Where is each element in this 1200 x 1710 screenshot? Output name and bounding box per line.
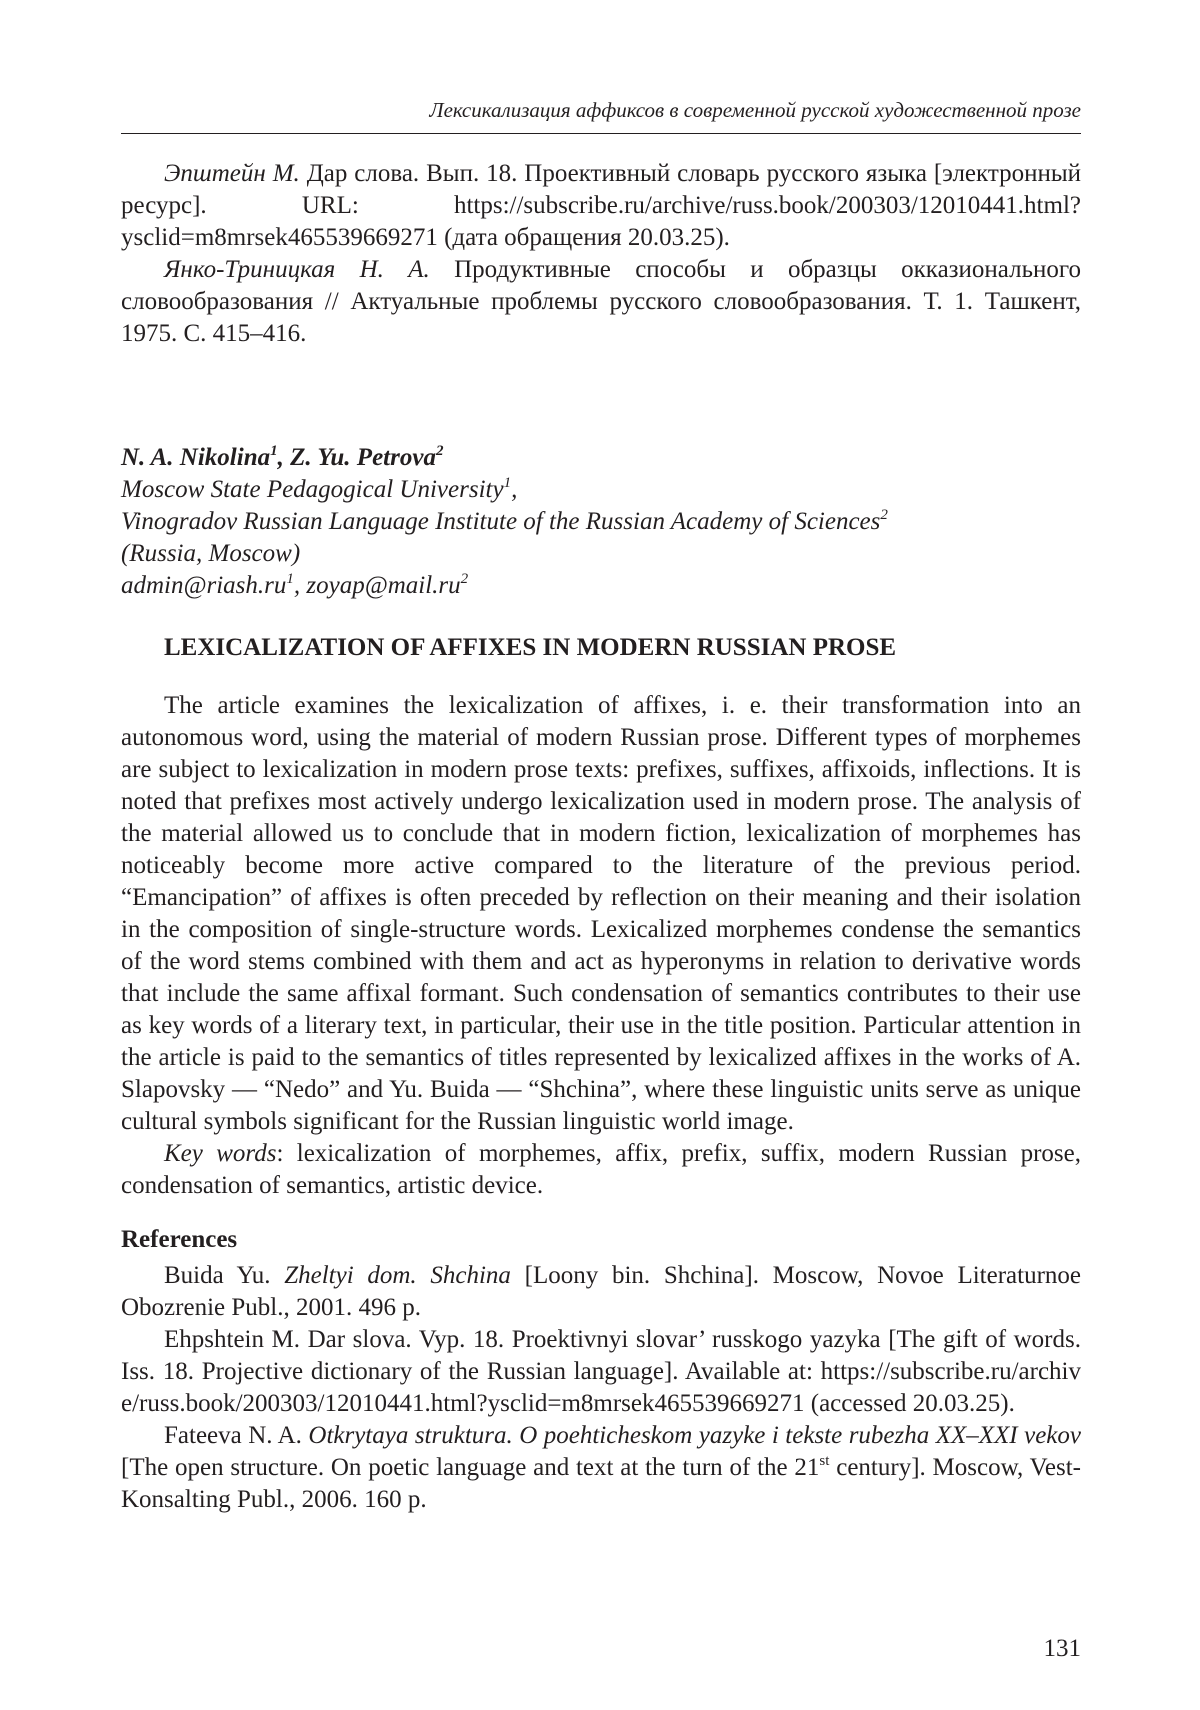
reference-title: Zheltyi dom. Shchina	[284, 1262, 511, 1289]
affiliation-location: (Russia, Moscow)	[121, 540, 301, 567]
email-2: zoyap@mail.ru	[306, 572, 461, 599]
reference-rest: [Loony bin. Shchina]. Moscow, Novoe Literaturnoe Obozrenie Publ., 2001. 496 p.	[121, 1262, 1082, 1321]
affiliation-2	[121, 506, 1081, 538]
keywords	[121, 1138, 1081, 1202]
author-1-sup: 1	[270, 442, 278, 459]
keywords-text: : lexicalization of morphemes, affix, prefix, suffix, modern Russian prose, condensation of semantics, artistic device.	[121, 1140, 1081, 1199]
header-rule	[121, 133, 1081, 134]
affiliation-2-sup: 2	[880, 506, 888, 523]
reference-fateeva	[121, 1420, 1081, 1516]
reference-text: Ehpshtein M. Dar slova. Vyp. 18. Proektivnyi slovar’ russkogo yazyka [The gift of words. Iss. 18. Projective dictionary of the Russian language]. Available at:	[121, 1326, 1081, 1385]
abstract: The article examines the lexicalization of affixes, i. e. their transformation into an autonomous word, using the material of modern Russian prose. Different types of morphemes are subject to lexicalization in modern prose texts: prefixes, suffixes, affixoids, inflections. It is noted that prefixes most actively undergo lexicalization used in modern prose. The analysis of the material allowed us to conclude that in modern fiction, lexicalization of morphemes has noticeably become more active compared to the literature of the previous period. “Emancipation” of affixes is often preceded by reflection on their meaning and their isolation in the composition of single-structure words. Lexicalized morphemes condense the semantics of the word stems combined with them and act as hyperonyms in relation to derivative words that include the same affixal formant. Such condensation of semantics contributes to their use as key words of a literary text, in particular, their use in the title position. Particular attention in the article is paid to the semantics of titles represented by lexicalized affixes in the works of A. Slapovsky — “Nedo” and Yu. Buida — “Shchina”, where these linguistic units serve as unique cultural symbols significant for the Russian linguistic world image.	[121, 692, 1081, 1135]
author-1: N. A. Nikolina	[121, 444, 271, 471]
authors	[121, 442, 1081, 474]
prev-reference-text: Продуктивные способы и образцы окказионального словообразования // Актуальные проблемы русского словообразования. Т. 1. Ташкент, 1975. С. 415–416.	[121, 256, 1081, 347]
prev-reference-author: Эпштейн М.	[164, 160, 300, 187]
reference-rest-2: century]. Moscow, Vest-Konsalting Publ., 2006. 160 p.	[121, 1454, 1081, 1513]
page-content	[121, 158, 1081, 1516]
prev-reference-text: Дар слова. Вып. 18. Проективный словарь русского языка [электронный ресурс]. URL: https://subscribe.ru/archive/russ.book/200303/12010441.html?ysclid=m8mrsek465539669271 (дата обращения 20.03.25).	[121, 160, 1081, 251]
email-2-sup: 2	[460, 570, 469, 587]
affiliation-2-text: Vinogradov Russian Language Institute of the Russian Academy of Sciences	[121, 508, 881, 535]
affiliation-1	[121, 474, 1081, 506]
reference-author: Fateeva N. A.	[164, 1422, 309, 1449]
running-head: Лексикализация аффиксов в современной русской художественной прозе	[429, 98, 1081, 122]
author-emails	[121, 570, 1081, 602]
reference-url: https://subscribe.ru/archive/russ.book/200303/12010441.html?ysclid=m8mrsek465539669271	[121, 1358, 1081, 1417]
reference-title: Otkrytaya struktura. O poehticheskom yazyke i tekste rubezha XX–XXI vekov	[308, 1422, 1081, 1449]
keywords-label: Key words	[164, 1140, 277, 1167]
author-2: Z. Yu. Petrova	[290, 444, 436, 471]
prev-reference-epshtein	[121, 158, 1081, 254]
email-1: admin@riash.ru	[121, 572, 287, 599]
reference-rest: [The open structure. On poetic language and text at the turn of the 21	[121, 1454, 820, 1481]
reference-tail: (accessed 20.03.25).	[804, 1390, 1015, 1417]
prev-reference-yanko	[121, 254, 1081, 350]
reference-buida	[121, 1260, 1081, 1324]
author-2-sup: 2	[435, 442, 444, 459]
references-heading: References	[121, 1226, 238, 1253]
affiliation-1-text: Moscow State Pedagogical University	[121, 476, 504, 503]
prev-reference-author: Янко-Триницкая Н. А.	[164, 256, 430, 283]
page-number: 131	[1043, 1635, 1081, 1662]
affiliation-1-tail: ,	[511, 476, 518, 503]
reference-author: Buida Yu.	[164, 1262, 285, 1289]
article-title: LEXICALIZATION OF AFFIXES IN MODERN RUSSIAN PROSE	[164, 634, 897, 661]
email-1-sup: 1	[286, 570, 294, 587]
author-separator: ,	[277, 444, 291, 471]
reference-sup: st	[819, 1452, 830, 1469]
email-separator: ,	[293, 572, 307, 599]
affiliation-1-sup: 1	[503, 474, 512, 491]
reference-ehpshtein	[121, 1324, 1081, 1420]
